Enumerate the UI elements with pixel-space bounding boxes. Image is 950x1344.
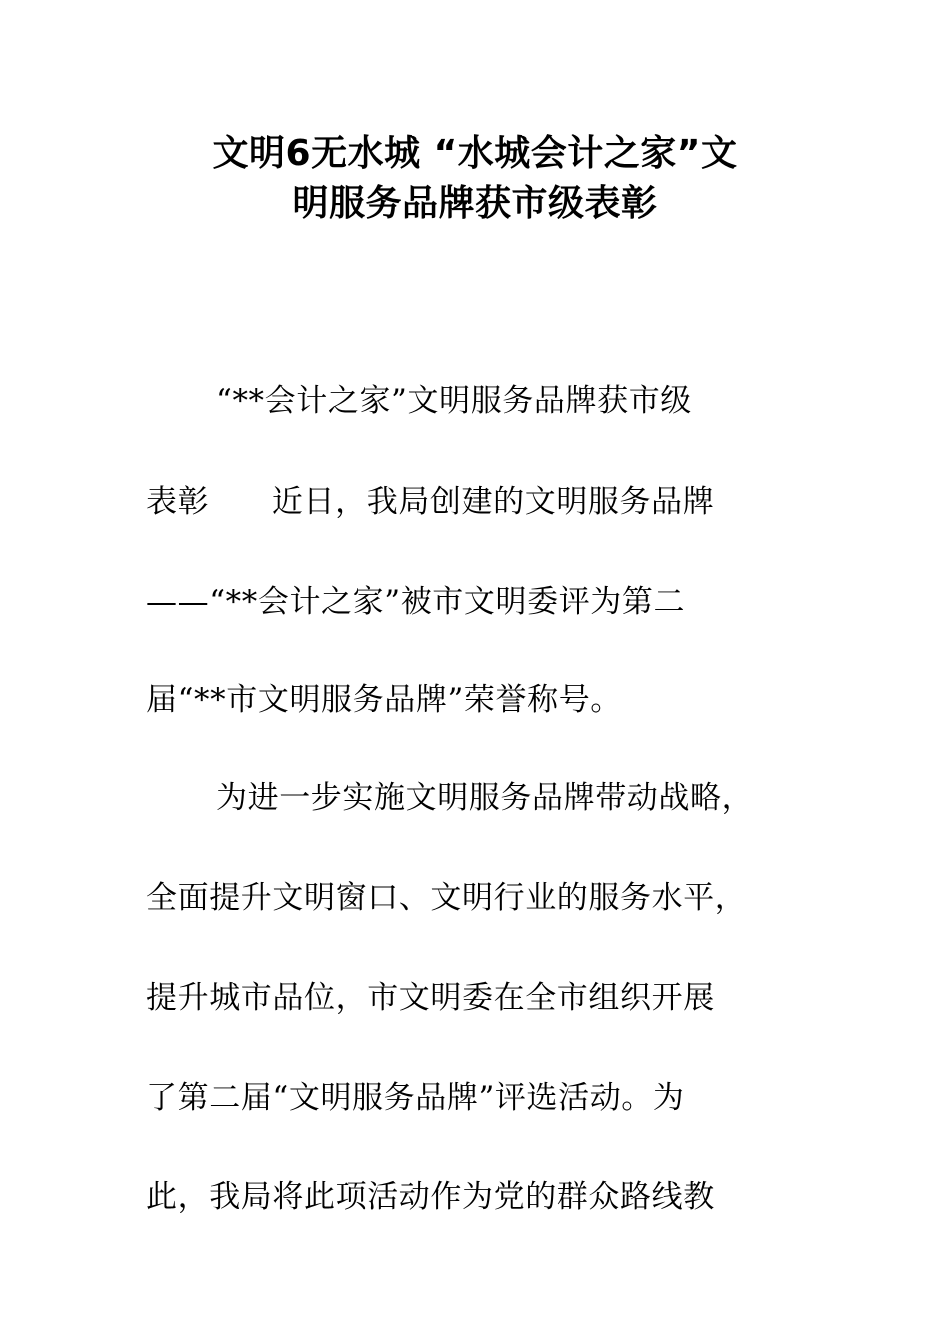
body-line-6: 全面提升文明窗口、文明行业的服务水平， [146, 880, 747, 916]
body-line-5: 为进一步实施文明服务品牌带动战略， [216, 780, 754, 816]
document-title-line-1: 文明6无水城 “水城会计之家”文 [212, 133, 738, 174]
body-line-7: 提升城市品位，市文明委在全市组织开展 [146, 980, 715, 1016]
body-line-8: 了第二届“文明服务品牌”评选活动。为 [146, 1080, 685, 1116]
document-title-line-2: 明服务品牌获市级表彰 [292, 183, 658, 224]
body-line-4: 届“**市文明服务品牌”荣誉称号。 [146, 682, 622, 718]
body-line-3: ——“**会计之家”被市文明委评为第二 [146, 584, 686, 620]
body-line-1: “**会计之家”文明服务品牌获市级 [216, 383, 692, 419]
body-line-2: 表彰 近日，我局创建的文明服务品牌 [146, 484, 715, 520]
body-line-9: 此，我局将此项活动作为党的群众路线教 [146, 1179, 715, 1215]
